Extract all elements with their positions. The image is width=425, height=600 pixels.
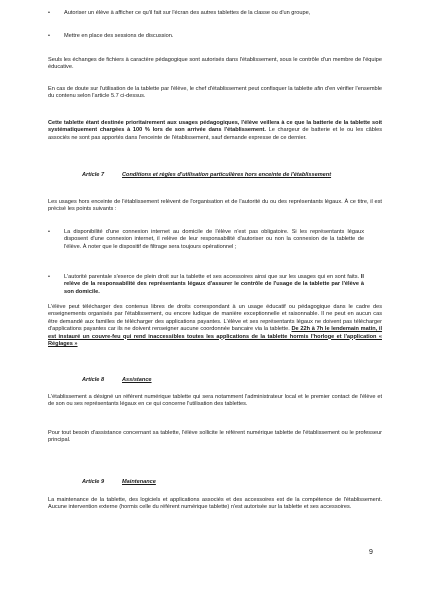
article-7-heading xyxy=(82,172,332,179)
bullet-dot: • xyxy=(48,10,50,16)
article-title: Conditions et règles d'utilisation particulières hors enceinte de l'établissement xyxy=(122,172,332,178)
paragraph-maintenance: La maintenance de la tablette, des logiciels et applications associés et des accessoires est de la compétence de l'établissement. Aucune intervention externe (hormis celle du référent numérique tablette) n'est autorisée sur la tablette et ses accessoires. xyxy=(48,497,382,511)
bullet-dot: • xyxy=(48,33,50,39)
curfew-text: De 22h à 7h le lendemain matin, il est instauré un couvre-feu qui rend inaccessibles toutes les applications de la tablette hormis l'horloge et l'application « Réglages » xyxy=(48,326,383,348)
paragraph-outside-usage: Les usages hors enceinte de l'établissement relèvent de l'organisation et de l'autorité du ou des représentants légaux. À ce titre, il est précisé les points suivants : xyxy=(48,199,382,213)
bullet-text: Autoriser un élève à afficher ce qu'il fait sur l'écran des autres tablettes de la classe ou d'un groupe, xyxy=(64,10,311,16)
battery-rest-text: Le chargeur de batterie et le ou les câbles associés ne sont pas apportés dans l'enceinte de l'établissement, sauf demande expresse de ce dernier. xyxy=(48,127,382,141)
article-number: Article 8 xyxy=(82,377,105,383)
paragraph-battery xyxy=(48,120,382,142)
bullet-text xyxy=(64,274,364,296)
article-number: Article 9 xyxy=(82,479,105,485)
article-number: Article 7 xyxy=(82,172,105,178)
bullet-dot: • xyxy=(48,274,50,280)
article-9-heading xyxy=(82,479,156,486)
bullet-text: La disponibilité d'une connexion internet au domicile de l'élève n'est pas obligatoire. Si les représentants légaux disposent d'une connexion internet, il relève de leur responsabilité d'autoriser ou non la connexion de la tablette de l'élève. À noter que le dispositif de filtrage sera toujours opérationnel ; xyxy=(64,229,364,250)
bullet-plain-text: L'autorité parentale s'exerce de plein droit sur la tablette et ses accessoires ainsi que sur les usages qui en sont faits. xyxy=(64,274,360,280)
battery-bold-text: Cette tablette étant destinée prioritairement aux usages pédagogiques, l'élève veillera à ce que la batterie de la tablette soit systématiquement chargées à 100 % lors de son arrivée dans l'établissement. xyxy=(48,120,382,134)
downloads-text: L'élève peut télécharger des contenus libres de droits correspondant à un usage éducatif ou pédagogique dans le cadre des enseignements organisés par l'établissement, ou encore ludique de manière exceptionnelle et raisonnable. Il ne peut en aucun cas être demandé aux familles de télécharger des applications payantes. L'élève et ses représentants légaux ne doivent pas télécharger d'applications payantes car ils ne doivent renseigner aucune coordonnée bancaire via la tablette. xyxy=(48,304,382,333)
article-title: Assistance xyxy=(122,377,152,383)
paragraph-assistance: Pour tout besoin d'assistance concernant sa tablette, l'élève sollicite le référent numérique tablette de l'établissement ou le professeur principal. xyxy=(48,430,382,444)
page-number: 9 xyxy=(369,549,373,556)
article-8-heading xyxy=(82,377,152,384)
article-title: Maintenance xyxy=(122,479,156,485)
paragraph-downloads xyxy=(48,304,382,348)
paragraph-referent: L'établissement a désigné un référent numérique tablette qui sera notamment l'administrateur local et le premier contact de l'élève et de son ou ses représentants légaux en ce qui concerne l'utilisation des tablettes. xyxy=(48,394,382,408)
paragraph-file-exchange: Seuls les échanges de fichiers à caractère pédagogique sont autorisés dans l'établissement, sous le contrôle d'un membre de l'équipe éducative. xyxy=(48,57,382,71)
bullet-bold-text: Il relève de la responsabilité des représentants légaux d'assurer le contrôle de l'usage de la tablette par l'élève à son domicile. xyxy=(64,274,364,295)
bullet-text: Mettre en place des sessions de discussion. xyxy=(64,33,174,39)
bullet-dot: • xyxy=(48,229,50,235)
paragraph-doubt: En cas de doute sur l'utilisation de la tablette par l'élève, le chef d'établissement peut confisquer la tablette afin d'en vérifier l'ensemble du contenu selon l'article 5.7 ci-dessus. xyxy=(48,86,382,100)
